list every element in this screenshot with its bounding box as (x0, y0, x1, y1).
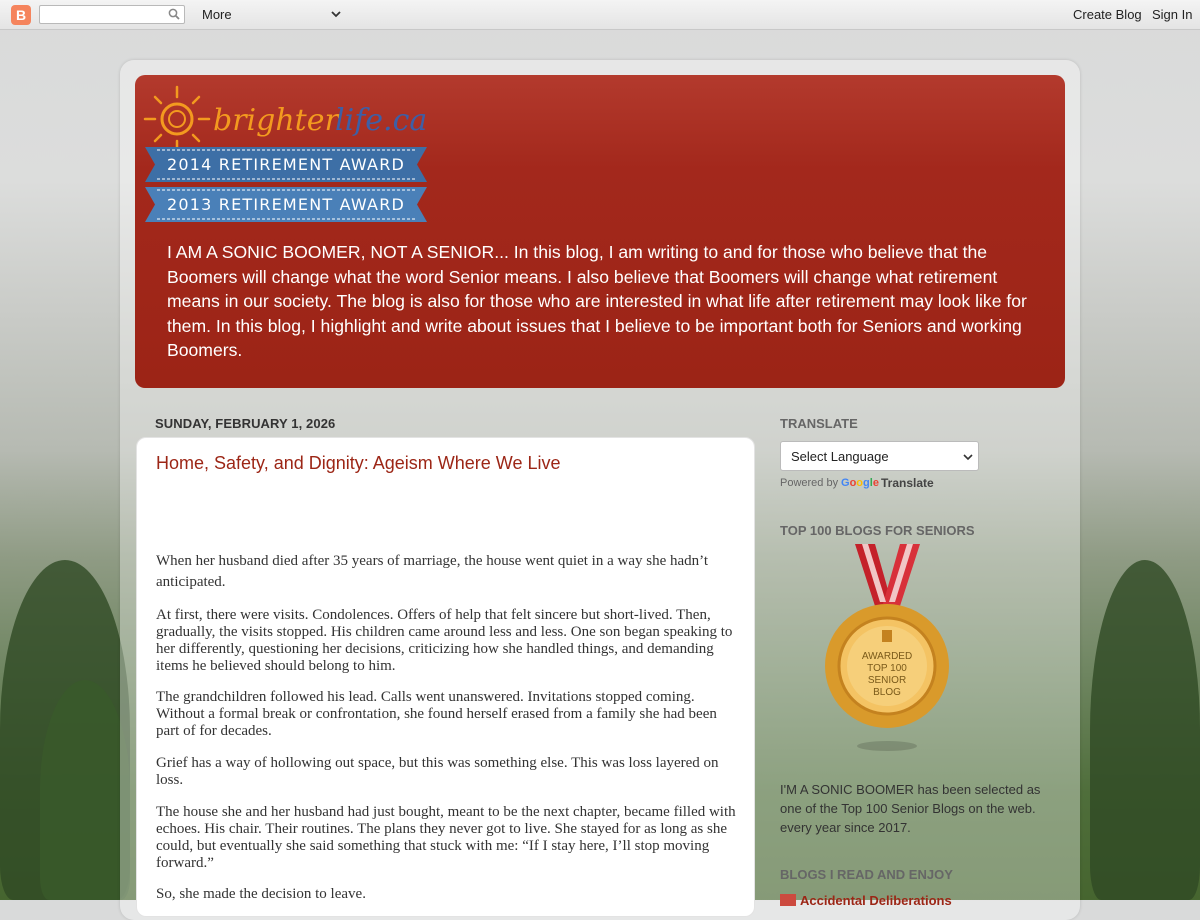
post-date: SUNDAY, FEBRUARY 1, 2026 (155, 416, 336, 431)
blogger-logo-icon[interactable]: B (11, 5, 31, 25)
post-paragraph: Grief has a way of hollowing out space, but this was something else. This was loss layered on loss. (156, 755, 719, 788)
translate-heading: TRANSLATE (780, 416, 858, 431)
blogger-navbar (0, 0, 1200, 30)
google-logo[interactable]: Google (841, 477, 879, 489)
badge-line: AWARDED (861, 651, 913, 662)
award-2013-label: 2013 RETIREMENT AWARD (166, 195, 406, 214)
translate-link[interactable]: Translate (881, 476, 934, 490)
create-blog-link[interactable]: Create Blog (1073, 7, 1142, 22)
award-2013-ribbon (145, 187, 427, 222)
logo-brighter-text: brighter (213, 103, 339, 138)
post-paragraph: At first, there were visits. Condolences. Offers of help that felt sincere but short-lived. Then, gradually, the visits stopped. His children came around less and less. One son began speaking to her differently, questioning her decisions, criticizing how she handled things, and demanding items he believed should belong to him. (156, 607, 733, 674)
logo-life-text: life.ca (335, 103, 428, 138)
language-select[interactable] (780, 441, 979, 471)
blogs-heading: BLOGS I READ AND ENJOY (780, 867, 953, 882)
more-menu[interactable]: More (202, 7, 232, 22)
badge-line: SENIOR (867, 675, 907, 686)
badge-line: TOP 100 (867, 663, 907, 674)
navbar-search-input[interactable] (39, 5, 185, 24)
post-paragraph: When her husband died after 35 years of marriage, the house went quiet in a way she hadn’t anticipated. (156, 553, 709, 590)
top100-description: I'M A SONIC BOOMER has been selected as one of the Top 100 Senior Blogs on the web. every year since 2017. (780, 782, 1041, 835)
post-paragraph: The house she and her husband had just bought, meant to be the next chapter, became filled with echoes. His chair. Their routines. The plans they never got to live. She stayed for as long as she could, but eventually she said something that stuck with me: “If I stay here, I’ll stop moving forward.” (156, 804, 736, 871)
background-tree (1090, 560, 1200, 900)
language-select-value: Select Language (791, 449, 889, 464)
blog-description: I AM A SONIC BOOMER, NOT A SENIOR... In this blog, I am writing to and for those who believe that the Boomers will change what the word Senior means. I also believe that Boomers will change what retirement means in our society. The blog is also for those who are interested in what life after retirement may look like for them. In this blog, I highlight and write about issues that I believe to be important both for Seniors and working Boomers. (167, 242, 1027, 361)
post-paragraph: So, she made the decision to leave. (156, 886, 366, 902)
background-tree (40, 680, 130, 900)
award-2014-ribbon (145, 147, 427, 182)
sign-in-link[interactable]: Sign In (1152, 7, 1193, 22)
top100-heading: TOP 100 BLOGS FOR SENIORS (780, 523, 975, 538)
award-2014-label: 2014 RETIREMENT AWARD (166, 155, 406, 174)
chevron-down-icon (963, 452, 973, 462)
post-title-link[interactable]: Home, Safety, and Dignity: Ageism Where We Live (156, 453, 561, 473)
powered-by-label: Powered by (780, 477, 839, 489)
blog-list-link[interactable]: Accidental Deliberations (800, 893, 952, 908)
sun-icon (145, 87, 209, 152)
badge-line: BLOG (873, 687, 901, 698)
post-paragraph: The grandchildren followed his lead. Calls went unanswered. Invitations stopped coming. Without a formal break or confrontation, she found herself erased from a family she had been part of for decades. (156, 689, 717, 739)
blog-favicon-icon (780, 894, 796, 906)
badge-text (847, 651, 927, 699)
chevron-down-icon[interactable] (330, 8, 342, 20)
search-icon[interactable] (168, 8, 180, 20)
